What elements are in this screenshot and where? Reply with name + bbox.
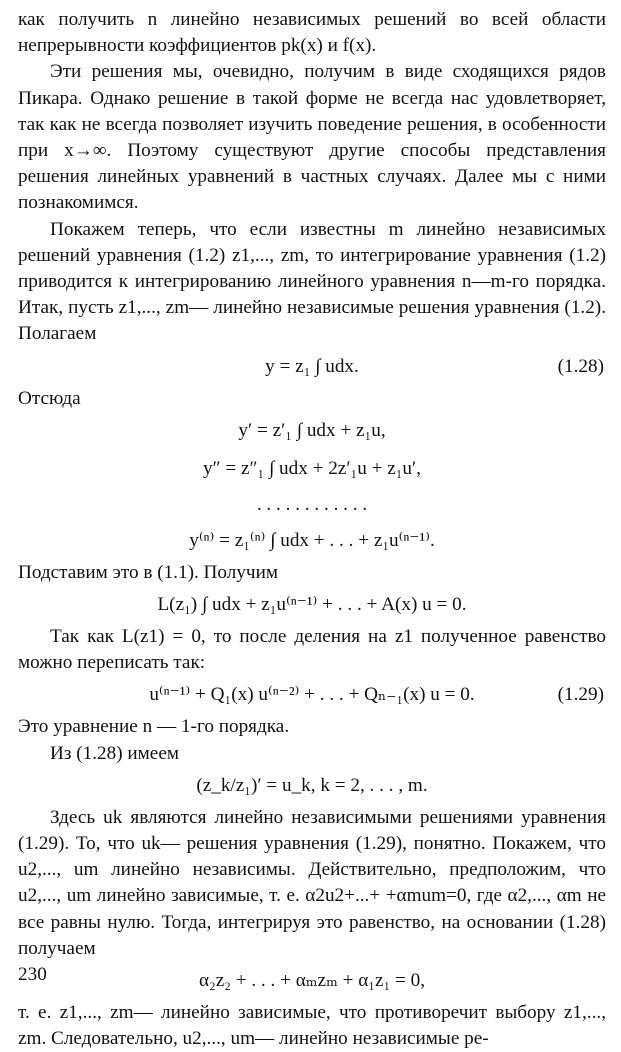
label-otsyuda: Отсюда bbox=[18, 387, 81, 409]
paragraph-3: Покажем теперь, что если известны m линейно независимых решений уравнения (1.2) z1,..., zm, то интегрирование уравнения (1.2) приводится к интегрированию линейного уравнения n—m-го порядка. Итак, пусть z1,..., zm— линейно независимые решения уравнения (1.2). Полагаем bbox=[18, 218, 606, 345]
equation-1-28-body: y = z₁ ∫ udx. bbox=[265, 355, 359, 377]
equation-number-1-29: (1.29) bbox=[557, 684, 604, 706]
equation-uk-body: (z_k/z₁)′ = u_k, k = 2, . . . , m. bbox=[196, 774, 428, 796]
equation-second-derivative bbox=[18, 450, 606, 488]
page-number: 230 bbox=[18, 964, 47, 985]
equation-dots-row bbox=[18, 488, 606, 522]
equation-1-29-body: u⁽ⁿ⁻¹⁾ + Q₁(x) u⁽ⁿ⁻²⁾ + . . . + Qₙ₋₁(x) u = 0. bbox=[149, 684, 475, 706]
equation-operator-L-body: L(z₁) ∫ udx + z₁u⁽ⁿ⁻¹⁾ + . . . + A(x) u = 0. bbox=[157, 594, 467, 616]
equation-first-derivative-body: y′ = z′₁ ∫ udx + z₁u, bbox=[238, 419, 386, 441]
paragraph-6: Это уравнение n — 1-го порядка. bbox=[18, 716, 290, 738]
equation-operator-L bbox=[18, 586, 606, 624]
equation-alpha-sum-body: α₂z₂ + . . . + αₘzₘ + α₁z₁ = 0, bbox=[198, 970, 426, 992]
paragraph-1: как получить n линейно независимых решений во всей области непрерывности коэффициентов pk(x) и f(x). bbox=[18, 9, 606, 57]
equation-first-derivative bbox=[18, 412, 606, 450]
paragraph-8: Здесь uk являются линейно независимыми решениями уравнения (1.29). То, что uk— решения уравнения (1.29), понятно. Покажем, что u2,..., um линейно независимы. Действительно, предположим, что u2,..., um линейно зависимые, т. е. α2u2+...+ +αmum=0, где α2,..., αm не все равны нулю. Тогда, интегрируя это равенство, на основании (1.28) получаем bbox=[18, 806, 606, 959]
equation-1-28 bbox=[18, 348, 606, 386]
equation-uk bbox=[18, 767, 606, 805]
equation-second-derivative-body: y″ = z″₁ ∫ udx + 2z′₁u + z₁u′, bbox=[202, 457, 422, 479]
paragraph-4: Подставим это в (1.1). Получим bbox=[18, 561, 278, 583]
equation-number-1-28: (1.28) bbox=[557, 355, 604, 377]
page-body bbox=[18, 7, 606, 1052]
equation-dots: . . . . . . . . . . . . bbox=[256, 493, 368, 515]
equation-1-29 bbox=[18, 676, 606, 714]
equation-alpha-sum bbox=[18, 962, 606, 1000]
equation-nth-derivative-body: y⁽ⁿ⁾ = z₁⁽ⁿ⁾ ∫ udx + . . . + z₁u⁽ⁿ⁻¹⁾. bbox=[189, 529, 435, 551]
paragraph-5: Так как L(z1) = 0, то после деления на z1 полученное равенство можно переписать так: bbox=[18, 626, 606, 674]
paragraph-2: Эти решения мы, очевидно, получим в виде сходящихся рядов Пикара. Однако решение в такой форме не всегда нас удовлетворяет, так как не всегда позволяет изучить поведение решения, в особенности при x→∞. Поэтому существуют другие способы представления решения линейных уравнений в частных случаях. Далее мы с ними познакомимся. bbox=[18, 61, 606, 214]
paragraph-9: т. е. z1,..., zm— линейно зависимые, что противоречит выбору z1,..., zm. Следовательно, u2,..., um— линейно независимые ре- bbox=[18, 1002, 606, 1050]
equation-nth-derivative bbox=[18, 522, 606, 560]
paragraph-7: Из (1.28) имеем bbox=[50, 742, 179, 764]
